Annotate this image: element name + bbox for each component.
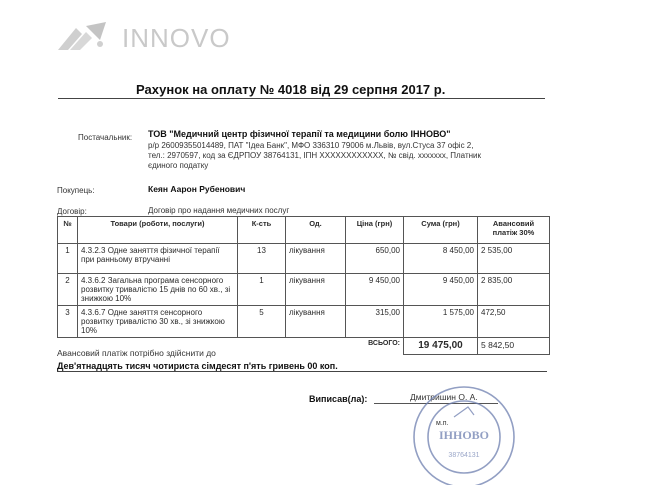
row-sum: 8 450,00: [404, 244, 478, 274]
contract-label: Договір:: [57, 207, 87, 216]
total-label: ВСЬОГО:: [368, 340, 400, 347]
buyer-name: Кеян Аарон Рубенович: [148, 184, 246, 194]
row-sum: 9 450,00: [404, 274, 478, 306]
row-qty: 1: [238, 274, 286, 306]
row-price: 650,00: [346, 244, 404, 274]
row-service: 4.3.6.2 Загальна програма сенсорного розвитку тривалістю 15 днів по 60 хв., зі знижкою 10%: [78, 274, 238, 306]
table-header-row: [58, 217, 550, 244]
row-unit: лікування: [286, 244, 346, 274]
row-number: 2: [58, 274, 78, 306]
table-row: [58, 274, 550, 306]
supplier-details: [148, 141, 548, 171]
company-logo: [56, 20, 236, 56]
row-unit: лікування: [286, 274, 346, 306]
title-underline: [58, 98, 545, 99]
buyer-label: Покупець:: [57, 186, 95, 195]
row-sum: 1 575,00: [404, 306, 478, 338]
contract-value: Договір про надання медичних послуг: [148, 206, 290, 215]
row-advance: 2 835,00: [478, 274, 550, 306]
col-header-qty: К-сть: [238, 217, 286, 244]
supplier-name: ТОВ "Медичний центр фізичної терапії та медицини болю ІННОВО": [148, 129, 451, 139]
logo-brand-text: INNOVO: [122, 23, 231, 53]
supplier-detail-line: єдиного податку: [148, 161, 209, 170]
table-row: [58, 306, 550, 338]
items-table: [57, 216, 550, 355]
stamp-code-text: 38764131: [448, 452, 480, 459]
amount-underline: [57, 371, 547, 372]
row-number: 1: [58, 244, 78, 274]
total-advance: 5 842,50: [478, 338, 550, 355]
invoice-title: Рахунок на оплату № 4018 від 29 серпня 2017 р.: [136, 82, 446, 97]
row-service: 4.3.6.7 Одне заняття сенсорного розвитку тривалістю 30 хв., зі знижкою 10%: [78, 306, 238, 338]
row-advance: 472,50: [478, 306, 550, 338]
row-number: 3: [58, 306, 78, 338]
row-unit: лікування: [286, 306, 346, 338]
total-sum: 19 475,00: [404, 338, 478, 355]
signature-label: Виписав(ла):: [309, 394, 368, 404]
col-header-unit: Од.: [286, 217, 346, 244]
row-advance: 2 535,00: [478, 244, 550, 274]
row-qty: 13: [238, 244, 286, 274]
supplier-detail-line: тел.: 2970597, код за ЄДРПОУ 38764131, ІПН XXXXXXXXXXXX, № свід. xxxxxxx, Платник: [148, 151, 482, 160]
row-service: 4.3.2.3 Одне заняття фізичної терапії при ранньому втручанні: [78, 244, 238, 274]
signer-name: Дмитришин О. А.: [410, 392, 478, 402]
supplier-label: Постачальник:: [78, 133, 133, 142]
company-stamp-icon: [396, 377, 526, 485]
amount-in-words: Дев'ятнадцять тисяч чотириста сімдесят п'ять гривень 00 коп.: [57, 361, 338, 371]
supplier-detail-line: р/р 26009355014489, ПАТ "Ідеа Банк", МФО 336310 79006 м.Львів, вул.Стуса 37 офіс 2,: [148, 141, 474, 150]
col-header-price: Ціна (грн): [346, 217, 404, 244]
row-price: 9 450,00: [346, 274, 404, 306]
table-row: [58, 244, 550, 274]
innovo-logo-mark-icon: [56, 20, 112, 54]
advance-note: Авансовий платіж потрібно здійснити до: [57, 348, 216, 358]
col-header-advance: Авансовий платіж 30%: [478, 217, 550, 244]
row-price: 315,00: [346, 306, 404, 338]
col-header-number: №: [58, 217, 78, 244]
stamp-place-label: м.п.: [436, 420, 449, 427]
row-qty: 5: [238, 306, 286, 338]
col-header-sum: Сума (грн): [404, 217, 478, 244]
col-header-goods: Товари (роботи, послуги): [78, 217, 238, 244]
stamp-center-text: ІННОВО: [438, 428, 490, 442]
